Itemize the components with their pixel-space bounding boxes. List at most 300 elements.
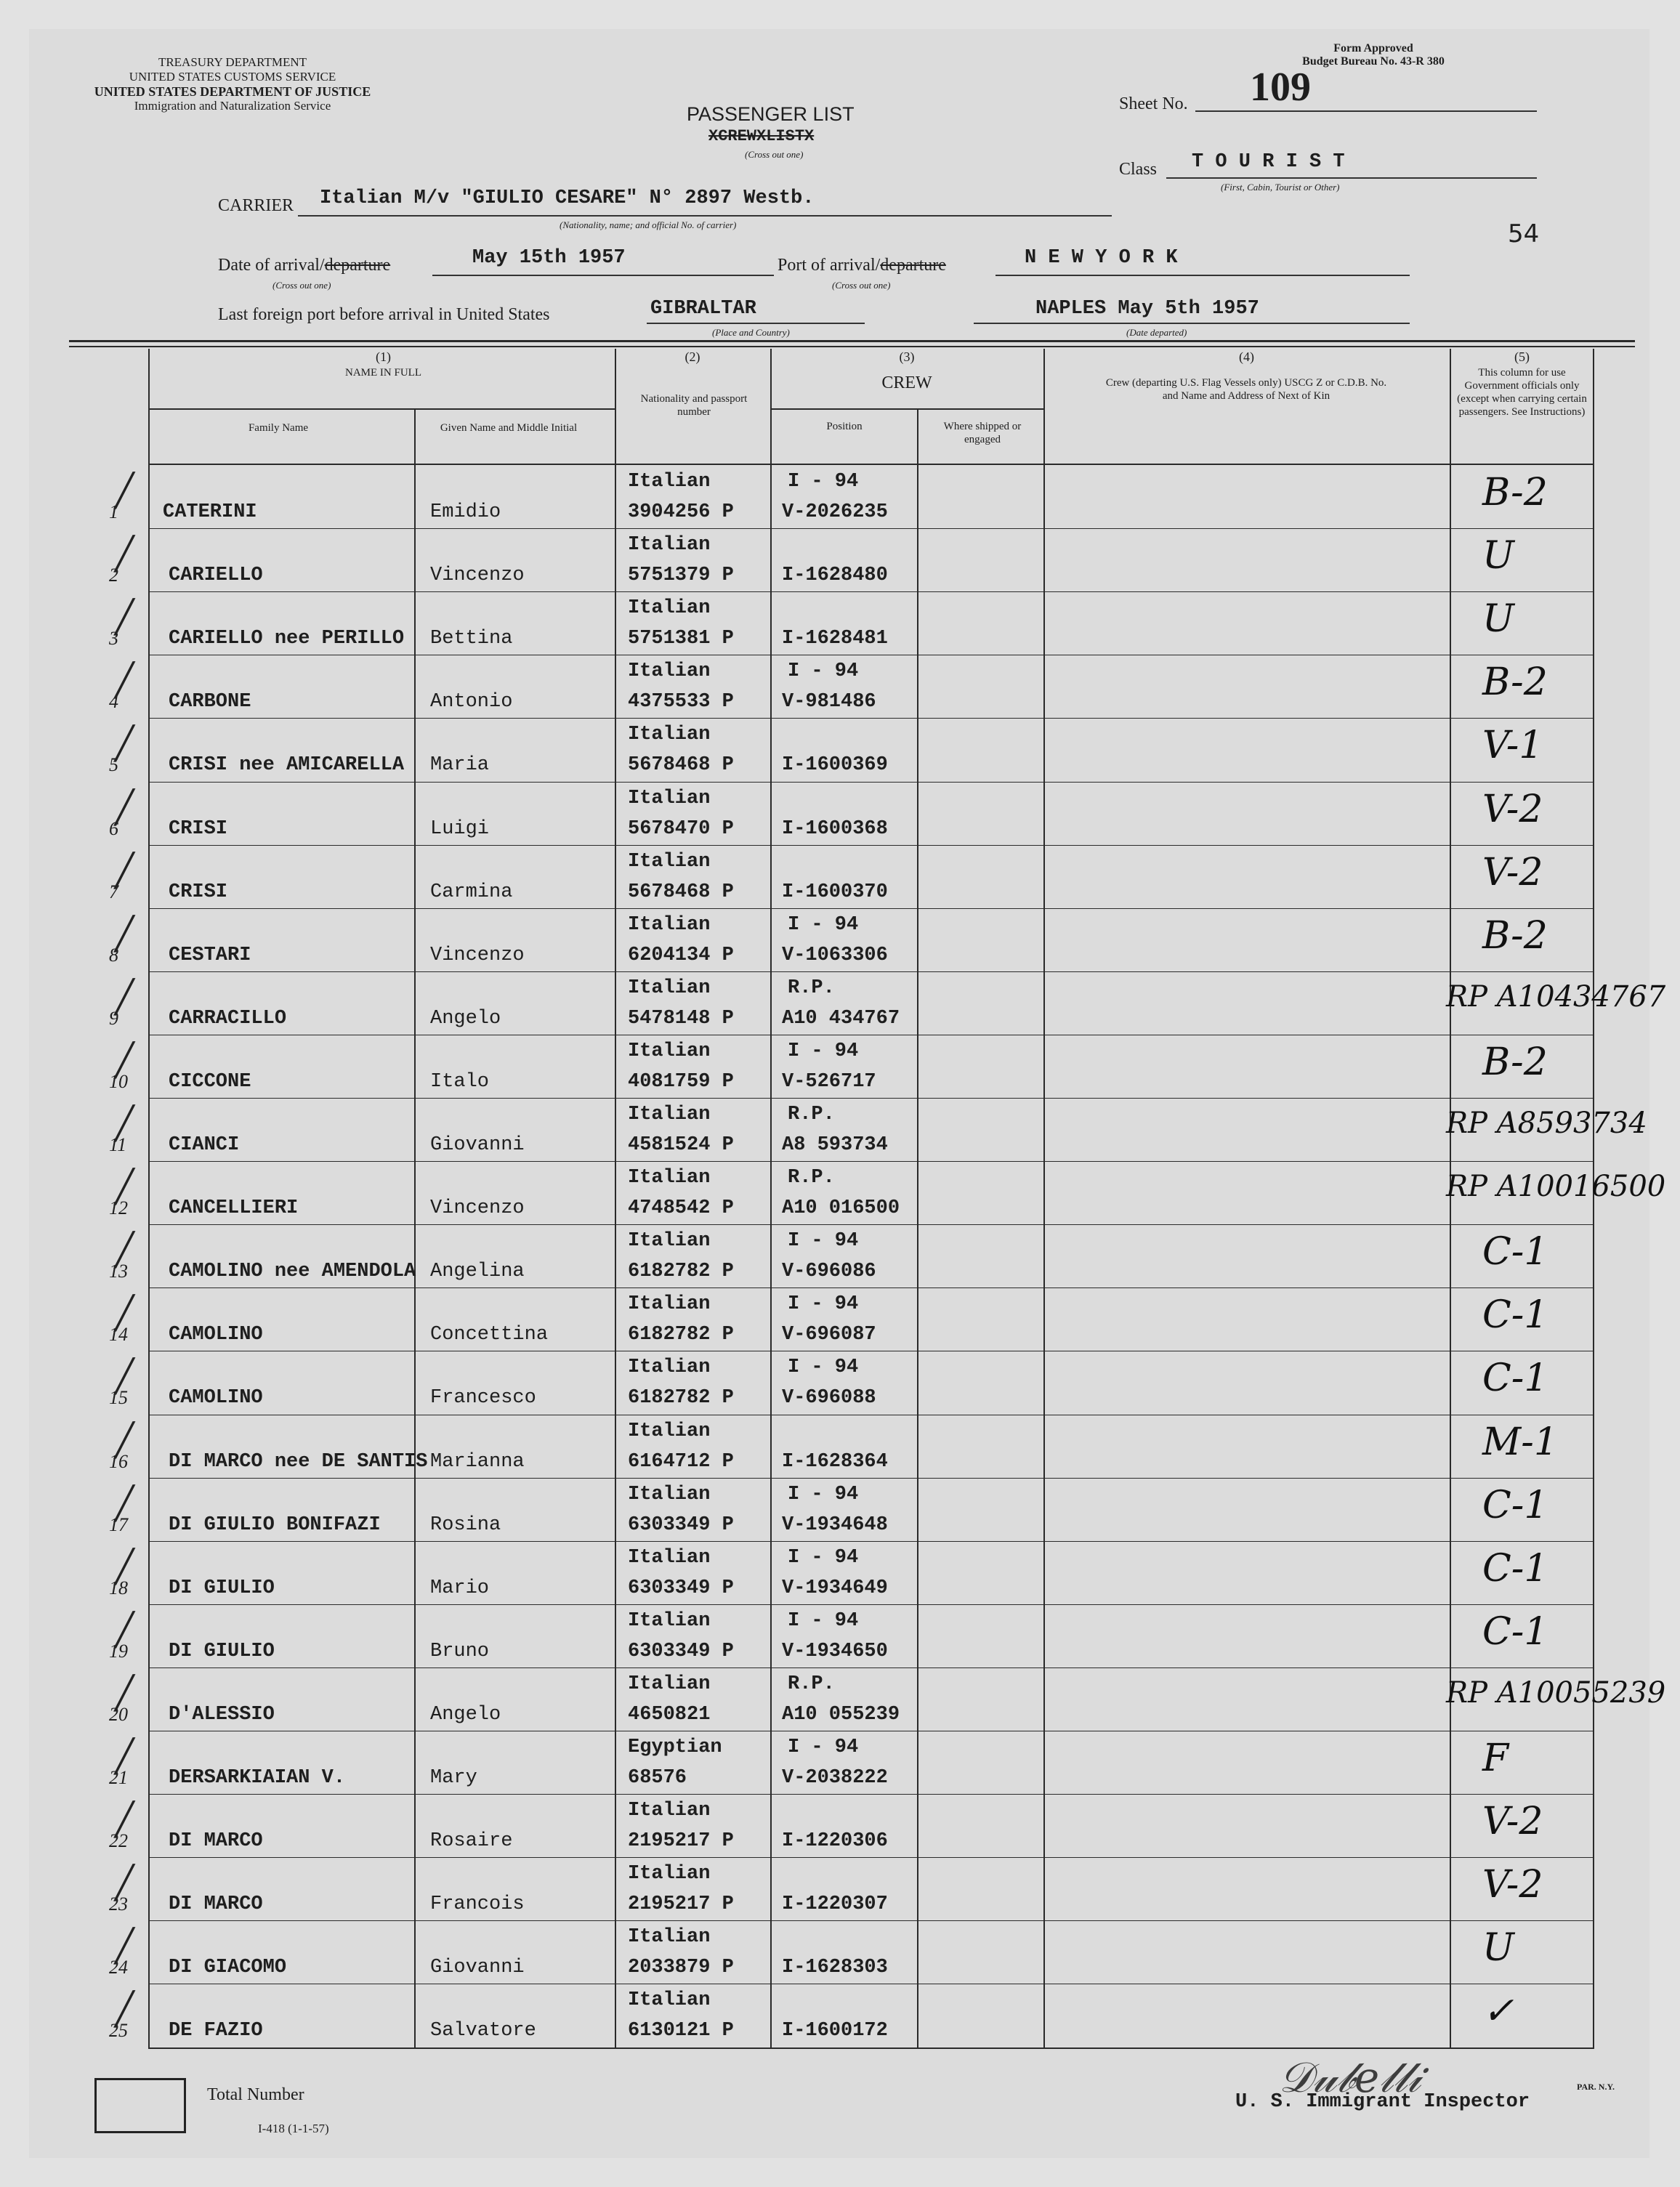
family-name: DI GIULIO BONIFAZI <box>169 1513 381 1536</box>
arrival-label <box>218 256 390 275</box>
family-name: CARBONE <box>169 691 251 713</box>
position-line1: R.P. <box>788 1167 835 1189</box>
given-name: Maria <box>430 754 490 777</box>
position-line2: V-696087 <box>782 1324 876 1346</box>
row-number: 5 <box>109 754 118 776</box>
check-mark-icon: ╱ <box>115 915 134 953</box>
passport-number: 5751379 P <box>628 565 734 587</box>
column-rule <box>1043 349 1045 2047</box>
inspector-title: U. S. Immigrant Inspector <box>1235 2091 1530 2113</box>
nationality: Italian <box>628 1800 711 1822</box>
given-name: Emidio <box>430 501 501 523</box>
col2-number: (2) <box>684 349 700 364</box>
family-name: CATERINI <box>163 501 257 523</box>
row-divider <box>148 1920 1594 1921</box>
official-annotation: B-2 <box>1482 1040 1548 1084</box>
port-label-text: Port of arrival/ <box>778 256 881 275</box>
given-name: Carmina <box>430 881 513 903</box>
given-name: Bettina <box>430 628 513 650</box>
nationality: Italian <box>628 977 711 999</box>
passport-number: 4650821 <box>628 1703 711 1726</box>
check-mark-icon: ╱ <box>115 1168 134 1206</box>
given-name: Salvatore <box>430 2020 536 2042</box>
given-name: Angelina <box>430 1261 525 1283</box>
row-number: 13 <box>109 1261 128 1282</box>
form-approved-text: Form Approved <box>1333 42 1413 54</box>
col1-title: NAME IN FULL <box>345 367 421 379</box>
position-line2: A8 593734 <box>782 1134 888 1156</box>
position-line2: I-1600172 <box>782 2020 888 2042</box>
crew-list-struck: XCREWXLISTX <box>708 127 815 145</box>
official-annotation: V-2 <box>1482 787 1543 831</box>
nationality: Italian <box>628 913 711 936</box>
passport-number: 6303349 P <box>628 1640 734 1662</box>
carrier-hint: (Nationality, name; and official No. of carrier) <box>560 219 737 230</box>
official-annotation: C-1 <box>1482 1609 1548 1654</box>
row-divider <box>148 591 1594 592</box>
nationality: Italian <box>628 787 711 809</box>
row-number: 10 <box>109 1070 128 1092</box>
official-annotation: B-2 <box>1482 471 1548 514</box>
check-mark-icon: ╱ <box>115 725 134 763</box>
given-name: Angelo <box>430 1703 501 1726</box>
passport-number: 6204134 P <box>628 944 734 966</box>
family-name: DI MARCO nee DE SANTIS <box>169 1450 428 1473</box>
nationality: Italian <box>628 1989 711 2012</box>
passport-number: 4375533 P <box>628 691 734 713</box>
position-line1: I - 94 <box>788 1609 859 1632</box>
row-number: 19 <box>109 1640 128 1662</box>
given-name: Marianna <box>430 1450 525 1473</box>
check-mark-icon: ╱ <box>115 1295 134 1333</box>
family-name: CRISI <box>169 817 228 840</box>
nationality: Italian <box>628 1863 711 1885</box>
official-annotation: V-2 <box>1482 1800 1543 1844</box>
row-number: 9 <box>109 1007 118 1029</box>
family-name: DERSARKIAIAN V. <box>169 1767 346 1789</box>
sheet-number: 109 <box>1250 65 1311 110</box>
given-name: Rosaire <box>430 1830 513 1853</box>
class-label: Class <box>1119 160 1158 179</box>
check-mark-icon: ╱ <box>115 788 134 826</box>
given-name: Luigi <box>430 817 490 840</box>
nationality: Italian <box>628 850 711 873</box>
passport-number: 6182782 P <box>628 1387 734 1410</box>
position-line1: I - 94 <box>788 660 859 683</box>
position-line1: R.P. <box>788 1104 835 1125</box>
position-line2: I-1220306 <box>782 1830 888 1853</box>
row-divider <box>148 1287 1594 1288</box>
last-port-value: GIBRALTAR <box>650 298 756 320</box>
row-divider <box>148 1667 1594 1668</box>
check-mark-icon: ╱ <box>115 599 134 636</box>
row-divider <box>148 1857 1594 1858</box>
budget-bureau-text: Budget Bureau No. 43-R 380 <box>1302 55 1445 68</box>
nationality: Italian <box>628 660 711 683</box>
family-name: CICCONE <box>169 1070 251 1093</box>
col1-number: (1) <box>376 349 391 364</box>
nationality: Egyptian <box>628 1737 722 1758</box>
position-line2: V-981486 <box>782 691 876 713</box>
row-number: 16 <box>109 1450 128 1472</box>
row-number: 3 <box>109 628 118 650</box>
col4-title: Crew (departing U.S. Flag Vessels only) USCG Z or C.D.B. No. and Name and Address of Next of Kin <box>1105 377 1387 402</box>
row-number: 2 <box>109 565 118 586</box>
family-name: DE FAZIO <box>169 2020 263 2042</box>
passport-number: 5678468 P <box>628 881 734 903</box>
arrival-hint: (Cross out one) <box>272 280 331 291</box>
family-name: DI MARCO <box>169 1893 263 1916</box>
position-line1: I - 94 <box>788 913 859 936</box>
passport-number: 4581524 P <box>628 1134 734 1156</box>
nationality: Italian <box>628 1230 711 1253</box>
official-annotation: U <box>1482 597 1514 642</box>
given-name: Angelo <box>430 1007 501 1030</box>
position-line1: I - 94 <box>788 471 859 493</box>
official-annotation: B-2 <box>1482 913 1548 958</box>
given-name: Francesco <box>430 1387 536 1410</box>
nationality: Italian <box>628 1104 711 1125</box>
given-name: Giovanni <box>430 1134 525 1156</box>
arrival-underline <box>432 275 774 276</box>
row-number: 1 <box>109 501 118 522</box>
row-number: 4 <box>109 691 118 713</box>
official-annotation: U <box>1482 534 1514 578</box>
family-name: DI GIULIO <box>169 1640 275 1662</box>
family-name: CESTARI <box>169 944 251 966</box>
family-name: CAMOLINO <box>169 1387 263 1410</box>
place-hint: (Place and Country) <box>712 327 790 338</box>
position-line1: I - 94 <box>788 1230 859 1253</box>
official-annotation: U <box>1482 1926 1514 1970</box>
port-value: N E W Y O R K <box>1025 247 1178 269</box>
check-mark-icon: ╱ <box>115 1041 134 1079</box>
column-rule <box>615 349 616 2047</box>
official-annotation: C-1 <box>1482 1230 1548 1274</box>
row-divider <box>148 1224 1594 1225</box>
row-number: 7 <box>109 881 118 902</box>
family-name: CARRACILLO <box>169 1007 287 1030</box>
last-port-label: Last foreign port before arrival in United States <box>218 305 550 324</box>
row-number: 20 <box>109 1703 128 1725</box>
position-line2: I-1220307 <box>782 1893 888 1916</box>
col1-header-rule <box>148 408 615 410</box>
check-mark-icon: ╱ <box>115 1991 134 2029</box>
position-line2: V-1934648 <box>782 1513 888 1536</box>
nationality: Italian <box>628 534 711 557</box>
passport-number: 6303349 P <box>628 1513 734 1536</box>
official-annotation: F <box>1482 1737 1509 1780</box>
nationality: Italian <box>628 724 711 746</box>
row-number: 23 <box>109 1893 128 1915</box>
row-divider <box>148 845 1594 846</box>
col3-number: (3) <box>899 349 915 364</box>
official-annotation: C-1 <box>1482 1357 1548 1401</box>
nationality: Italian <box>628 1483 711 1505</box>
form-number: I-418 (1-1-57) <box>258 2122 329 2135</box>
position-line1: I - 94 <box>788 1737 859 1758</box>
official-annotation: M-1 <box>1482 1420 1558 1464</box>
row-divider <box>148 782 1594 783</box>
family-name: CAMOLINO nee AMENDOLA <box>169 1261 416 1283</box>
row-number: 21 <box>109 1767 128 1788</box>
port-struck-text: departure <box>880 256 946 275</box>
arrival-struck-text: departure <box>324 256 391 275</box>
check-mark-icon: ╱ <box>115 1548 134 1585</box>
table-top-rule <box>69 340 1635 342</box>
check-mark-icon: ╱ <box>115 1738 134 1775</box>
row-number: 14 <box>109 1324 128 1346</box>
table-bottom-rule <box>148 2047 1594 2049</box>
official-annotation: V-1 <box>1482 724 1543 768</box>
nationality: Italian <box>628 1357 711 1379</box>
position-line2: I-1628364 <box>782 1450 888 1473</box>
col1a-header: Family Name <box>248 422 309 434</box>
given-name: Vincenzo <box>430 565 525 587</box>
family-name: CANCELLIERI <box>169 1197 299 1220</box>
position-line1: I - 94 <box>788 1483 859 1505</box>
position-line1: I - 94 <box>788 1293 859 1316</box>
row-divider <box>148 1541 1594 1542</box>
official-annotation: C-1 <box>1482 1483 1548 1527</box>
passport-number: 6130121 P <box>628 2020 734 2042</box>
arrival-label-text: Date of arrival/ <box>218 256 325 275</box>
family-name: CRISI <box>169 881 228 903</box>
official-annotation: V-2 <box>1482 1863 1543 1907</box>
passport-number: 6164712 P <box>628 1450 734 1473</box>
position-line2: I-1628480 <box>782 565 888 587</box>
official-annotation: C-1 <box>1482 1546 1548 1590</box>
passport-number: 4081759 P <box>628 1070 734 1093</box>
passport-number: 6303349 P <box>628 1577 734 1599</box>
port-label <box>778 256 946 275</box>
family-name: D'ALESSIO <box>169 1703 275 1726</box>
passport-number: 68576 <box>628 1767 687 1789</box>
row-divider <box>148 1161 1594 1162</box>
nationality: Italian <box>628 1293 711 1316</box>
position-line2: V-1934650 <box>782 1640 888 1662</box>
arrival-value: May 15th 1957 <box>472 247 626 269</box>
total-number-box[interactable] <box>94 2078 186 2133</box>
col5-number: (5) <box>1514 349 1530 364</box>
position-line2: A10 434767 <box>782 1007 900 1030</box>
row-number: 12 <box>109 1197 128 1219</box>
nationality: Italian <box>628 1673 711 1695</box>
given-name: Italo <box>430 1070 490 1093</box>
row-number: 8 <box>109 944 118 966</box>
official-annotation: RP A10016500 <box>1446 1170 1666 1204</box>
agency-block <box>80 55 385 113</box>
given-name: Bruno <box>430 1640 490 1662</box>
row-divider <box>148 1098 1594 1099</box>
nationality: Italian <box>628 1546 711 1569</box>
row-number: 17 <box>109 1513 128 1535</box>
par-ny: PAR. N.Y. <box>1577 2082 1615 2092</box>
class-hint: (First, Cabin, Tourist or Other) <box>1221 182 1340 193</box>
given-name: Vincenzo <box>430 1197 525 1220</box>
position-line2: I-1600368 <box>782 817 888 840</box>
row-number: 15 <box>109 1387 128 1409</box>
official-annotation: B-2 <box>1482 660 1548 705</box>
table-top-rule-2 <box>69 346 1635 347</box>
family-name: CARIELLO nee PERILLO <box>169 628 405 650</box>
departed-underline <box>974 323 1410 324</box>
check-mark-icon: ╱ <box>115 1232 134 1269</box>
passport-number: 4748542 P <box>628 1197 734 1220</box>
nationality: Italian <box>628 1040 711 1062</box>
nationality: Italian <box>628 1167 711 1189</box>
carrier-underline <box>298 215 1112 217</box>
check-mark-icon: ╱ <box>115 1358 134 1396</box>
given-name: Francois <box>430 1893 525 1916</box>
col3-header-rule <box>770 408 1043 410</box>
given-name: Vincenzo <box>430 944 525 966</box>
document-page <box>29 29 1666 2158</box>
agency-line-customs: UNITED STATES CUSTOMS SERVICE <box>129 70 336 84</box>
position-line2: V-526717 <box>782 1070 876 1093</box>
check-mark-icon: ╱ <box>115 1105 134 1142</box>
family-name: CARIELLO <box>169 565 263 587</box>
check-mark-icon: ╱ <box>115 1421 134 1459</box>
passport-number: 2195217 P <box>628 1830 734 1853</box>
position-line2: V-1063306 <box>782 944 888 966</box>
position-line2: V-696086 <box>782 1261 876 1283</box>
passport-number: 2033879 P <box>628 1957 734 1979</box>
family-name: CRISI nee AMICARELLA <box>169 754 405 777</box>
class-underline <box>1166 177 1537 179</box>
given-name: Mary <box>430 1767 477 1789</box>
inspector-signature-scrawl: 𝒟𝓊𝒷𝑒𝓁𝓁𝒾 <box>1279 2053 1421 2102</box>
check-mark-icon: ╱ <box>115 852 134 889</box>
row-divider <box>148 718 1594 719</box>
port-underline <box>996 275 1410 276</box>
position-line1: I - 94 <box>788 1357 859 1379</box>
position-line2: I-1628481 <box>782 628 888 650</box>
col3-title: CREW <box>881 373 932 392</box>
passport-number: 6182782 P <box>628 1324 734 1346</box>
family-name: CIANCI <box>169 1134 240 1156</box>
official-annotation: ✓ <box>1482 1989 1514 2034</box>
check-mark-icon: ╱ <box>115 978 134 1016</box>
row-divider <box>148 1478 1594 1479</box>
passport-number: 5678470 P <box>628 817 734 840</box>
col2-title: Nationality and passport number <box>640 393 748 418</box>
check-mark-icon: ╱ <box>115 1928 134 1965</box>
family-name: DI GIULIO <box>169 1577 275 1599</box>
row-divider <box>148 971 1594 972</box>
check-mark-icon: ╱ <box>115 662 134 700</box>
date-departed-hint: (Date departed) <box>1126 327 1187 338</box>
col3a-header: Position <box>826 421 863 432</box>
row-divider <box>148 1794 1594 1795</box>
last-port-underline <box>647 323 865 324</box>
row-number: 25 <box>109 2020 128 2042</box>
position-line2: I-1600369 <box>782 754 888 777</box>
agency-line-treasury: TREASURY DEPARTMENT <box>158 55 307 69</box>
official-annotation: RP A10055239 <box>1446 1675 1666 1710</box>
official-annotation: RP A8593734 <box>1446 1107 1647 1140</box>
check-mark-icon: ╱ <box>115 1484 134 1522</box>
class-value: T O U R I S T <box>1192 151 1345 173</box>
nationality: Italian <box>628 597 711 620</box>
official-annotation: RP A10434767 <box>1446 979 1666 1014</box>
sheet-label: Sheet No. <box>1119 94 1188 113</box>
col1b-header: Given Name and Middle Initial <box>440 422 578 434</box>
row-number: 18 <box>109 1577 128 1598</box>
passport-number: 5478148 P <box>628 1007 734 1030</box>
total-number-label: Total Number <box>207 2085 304 2104</box>
position-line1: R.P. <box>788 1673 835 1695</box>
position-line1: I - 94 <box>788 1040 859 1062</box>
row-divider <box>148 528 1594 529</box>
check-mark-icon: ╱ <box>115 535 134 573</box>
page-mark: 54 <box>1508 219 1540 248</box>
given-name: Giovanni <box>430 1957 525 1979</box>
position-line2: V-696088 <box>782 1387 876 1410</box>
column-rule <box>148 349 150 2047</box>
passport-number: 5678468 P <box>628 754 734 777</box>
position-line2: V-2038222 <box>782 1767 888 1789</box>
family-name: DI MARCO <box>169 1830 263 1853</box>
carrier-value: Italian M/v "GIULIO CESARE" N° 2897 Westb. <box>320 187 815 209</box>
form-title: PASSENGER LIST <box>687 103 855 125</box>
given-name: Rosina <box>430 1513 501 1536</box>
passport-number: 3904256 P <box>628 501 734 523</box>
check-mark-icon: ╱ <box>115 472 134 509</box>
given-name: Antonio <box>430 691 513 713</box>
agency-line-ins: Immigration and Naturalization Service <box>134 99 331 113</box>
check-mark-icon: ╱ <box>115 1864 134 1902</box>
carrier-label: CARRIER <box>218 196 294 215</box>
row-divider <box>148 908 1594 909</box>
header-bottom-rule <box>148 464 1594 465</box>
family-name: CAMOLINO <box>169 1324 263 1346</box>
passport-number: 6182782 P <box>628 1261 734 1283</box>
row-divider <box>148 1604 1594 1605</box>
position-line2: V-1934649 <box>782 1577 888 1599</box>
agency-line-justice: UNITED STATES DEPARTMENT OF JUSTICE <box>94 84 371 99</box>
nationality: Italian <box>628 1420 711 1442</box>
check-mark-icon: ╱ <box>115 1674 134 1712</box>
check-mark-icon: ╱ <box>115 1801 134 1839</box>
sheet-underline <box>1195 110 1537 112</box>
title-cross-hint: (Cross out one) <box>745 149 804 160</box>
position-line2: I-1600370 <box>782 881 888 903</box>
official-annotation: C-1 <box>1482 1293 1548 1338</box>
position-line1: R.P. <box>788 977 835 999</box>
check-mark-icon: ╱ <box>115 1611 134 1649</box>
row-number: 22 <box>109 1830 128 1852</box>
departed-value: NAPLES May 5th 1957 <box>1035 298 1259 320</box>
nationality: Italian <box>628 1609 711 1632</box>
position-line2: V-2026235 <box>782 501 888 523</box>
official-annotation: V-2 <box>1482 850 1543 894</box>
position-line2: A10 055239 <box>782 1703 900 1726</box>
row-number: 24 <box>109 1957 128 1978</box>
passport-number: 5751381 P <box>628 628 734 650</box>
column-rule <box>770 349 772 2047</box>
nationality: Italian <box>628 471 711 493</box>
position-line1: I - 94 <box>788 1546 859 1569</box>
col3b-header: Where shipped or engaged <box>943 421 1022 445</box>
given-name: Mario <box>430 1577 490 1599</box>
col5-title: This column for use Government officials only (except when carrying certain passengers. See Instructions) <box>1457 367 1587 418</box>
port-hint: (Cross out one) <box>832 280 891 291</box>
position-line2: I-1628303 <box>782 1957 888 1979</box>
position-line2: A10 016500 <box>782 1197 900 1220</box>
row-number: 6 <box>109 817 118 839</box>
family-name: DI GIACOMO <box>169 1957 287 1979</box>
